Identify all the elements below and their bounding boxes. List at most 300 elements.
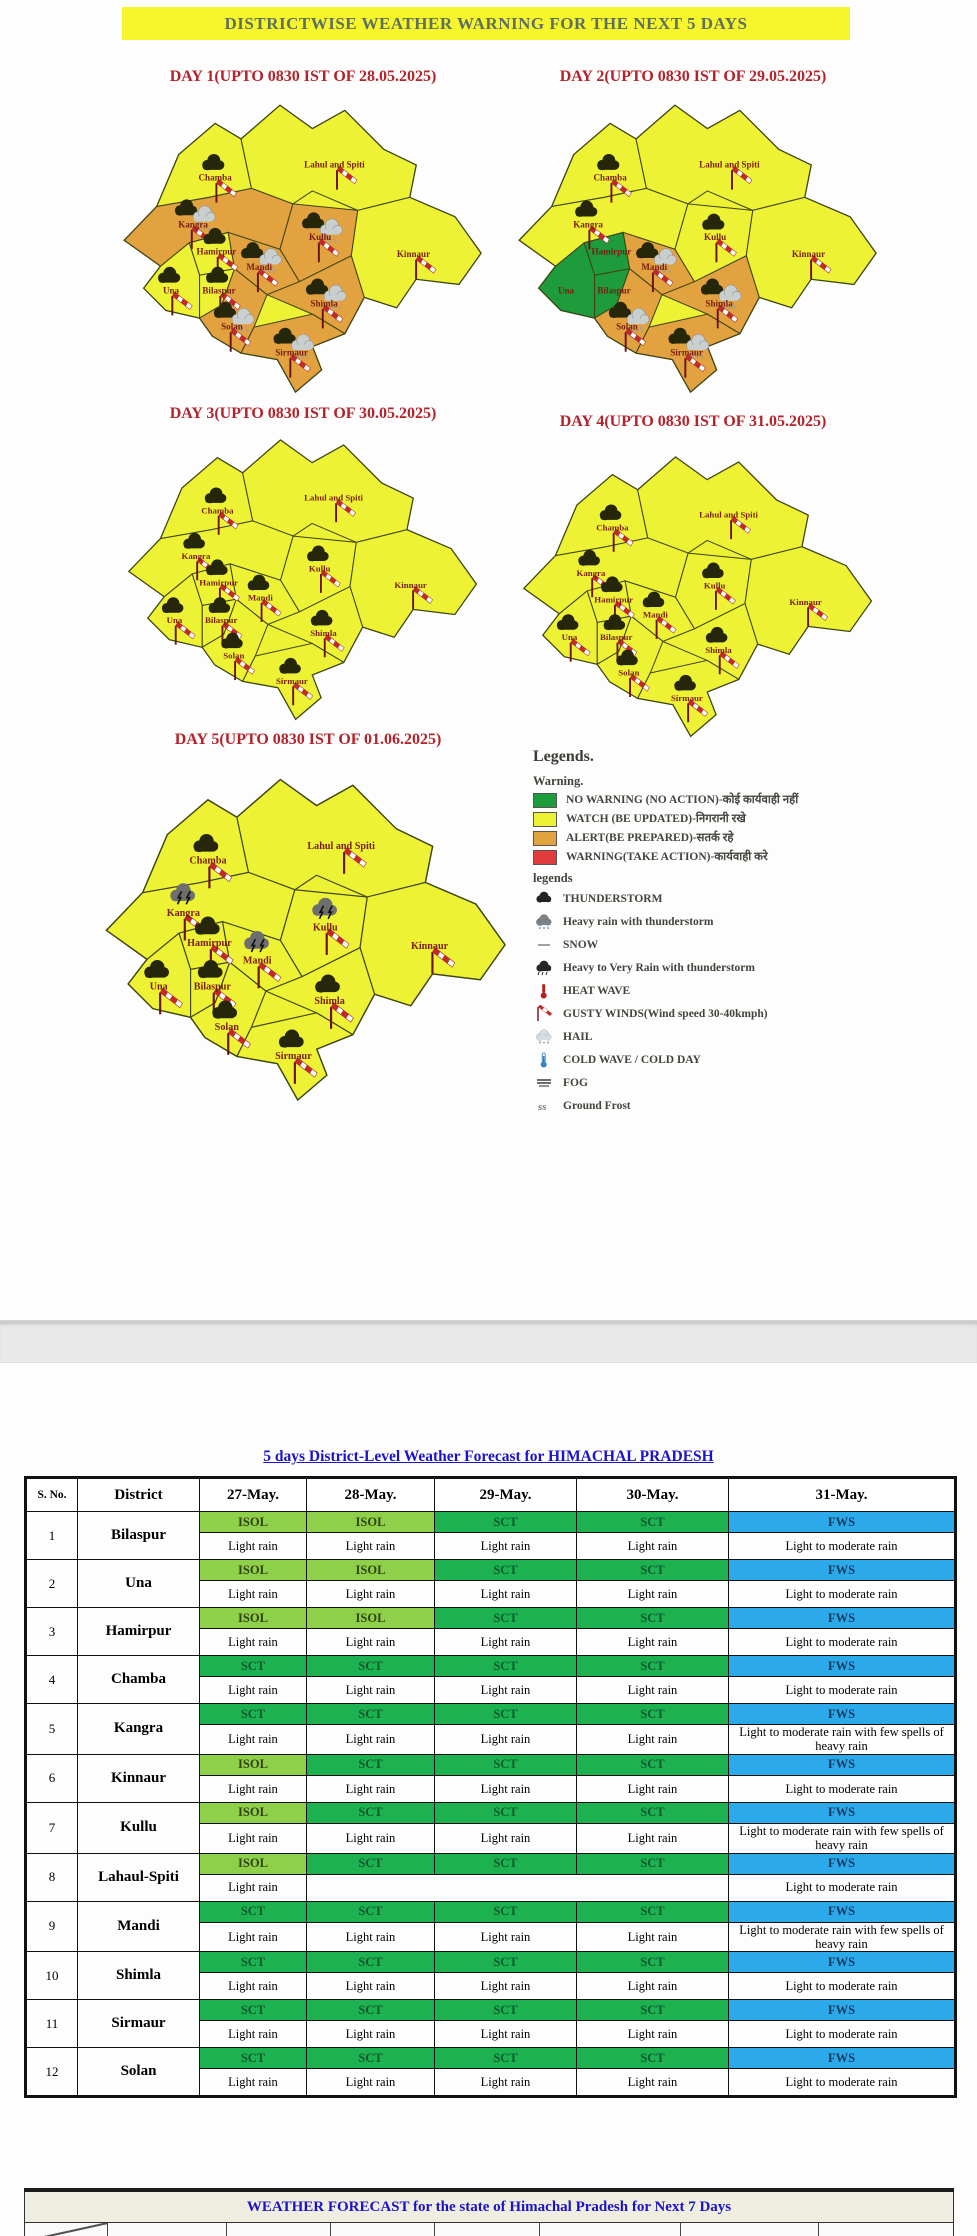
forecast-description-cell: Light rain	[200, 1725, 307, 1755]
forecast-category-cell: FWS	[729, 1802, 956, 1823]
seven-day-forecast-partial-row	[24, 2223, 954, 2236]
forecast-description-cell: Light rain	[435, 2021, 577, 2048]
thunderstorm-icon	[533, 890, 555, 908]
district-label: Chamba	[596, 522, 629, 533]
forecast-description-cell: Light to moderate rain	[729, 2021, 956, 2048]
forecast-description-cell: Light rain	[200, 1823, 307, 1853]
forecast-description-cell: Light rain	[435, 1775, 577, 1802]
forecast-category-cell: SCT	[200, 2048, 307, 2069]
legend-symbol-item	[533, 1097, 943, 1115]
day2-warning-map	[497, 95, 897, 401]
forecast-description-cell: Light to moderate rain	[729, 2069, 956, 2097]
page-title: DISTRICTWISE WEATHER WARNING FOR THE NEXT 5 DAYS	[122, 7, 850, 40]
forecast-description-cell: Light rain	[200, 1775, 307, 1802]
district-name-cell: Bilaspur	[78, 1512, 200, 1560]
forecast-description-cell: Light to moderate rain	[729, 1973, 956, 2000]
district-label: Sirmaur	[275, 675, 308, 686]
serial-number-cell: 12	[26, 2048, 78, 2097]
district-label: Kullu	[309, 232, 332, 243]
legend-warning-label: NO WARNING (NO ACTION)-कोई कार्यवाही नहीं	[566, 794, 799, 807]
district-label: Una	[166, 615, 183, 626]
forecast-category-cell: SCT	[200, 1656, 307, 1677]
forecast-description-cell: Light rain	[435, 1581, 577, 1608]
forecast-description-cell: Light to moderate rain	[729, 1677, 956, 1704]
district-row-lahaul-spiti	[26, 1853, 956, 1874]
forecast-description-cell: Light to moderate rain with few spells of heavy rain	[729, 1823, 956, 1853]
forecast-description-cell: Light rain	[577, 1629, 729, 1656]
forecast-description-cell: Light rain	[577, 1725, 729, 1755]
district-name-cell: Solan	[78, 2048, 200, 2097]
forecast-category-cell: FWS	[729, 1853, 956, 1874]
district-label: Kangra	[576, 567, 606, 578]
district-row-una	[26, 1560, 956, 1581]
forecast-description-cell: Light rain	[200, 1533, 307, 1560]
day1-warning-map	[103, 95, 501, 401]
forecast-category-cell: FWS	[729, 2048, 956, 2069]
serial-number-cell: 5	[26, 1704, 78, 1755]
forecast-category-cell: SCT	[577, 2000, 729, 2021]
legend-symbol-list	[533, 890, 943, 1115]
day5-header: DAY 5(UPTO 0830 IST OF 01.06.2025)	[174, 731, 442, 748]
forecast-category-cell: ISOL	[307, 1608, 435, 1629]
legend-warning-label: WATCH (BE UPDATED)-निगरानी रखे	[566, 813, 746, 826]
column-header-27-may-: 27-May.	[200, 1478, 307, 1512]
snow-icon	[533, 936, 555, 954]
page-separator	[0, 1320, 977, 1363]
serial-number-cell: 3	[26, 1608, 78, 1656]
forecast-category-cell: SCT	[577, 1754, 729, 1775]
forecast-description-cell: Light rain	[200, 1581, 307, 1608]
legend-symbol-item	[533, 936, 943, 954]
district-label: Kangra	[166, 907, 200, 919]
forecast-category-cell: SCT	[435, 1901, 577, 1922]
district-row-kangra	[26, 1704, 956, 1725]
column-header-29-may-: 29-May.	[435, 1478, 577, 1512]
district-label: Chamba	[593, 172, 627, 183]
forecast-description-cell: Light rain	[200, 2069, 307, 2097]
district-label: Kinnaur	[394, 579, 427, 590]
district-label: Sirmaur	[275, 1051, 312, 1063]
forecast-table-wrap	[24, 1476, 954, 2098]
district-label: Una	[162, 285, 180, 296]
forecast-description-cell: Light rain	[435, 1823, 577, 1853]
legend-symbol-label: Ground Frost	[563, 1100, 631, 1112]
district-label: Solan	[214, 1022, 239, 1034]
forecast-category-cell: ISOL	[200, 1512, 307, 1533]
legend-symbol-label: HAIL	[563, 1031, 593, 1043]
district-label: Sirmaur	[670, 347, 703, 358]
district-row-shimla	[26, 1952, 956, 1973]
district-label: Lahul and Spiti	[304, 159, 365, 170]
district-label: Shimla	[705, 644, 732, 655]
day4-warning-map	[494, 447, 900, 745]
forecast-category-cell: SCT	[577, 1802, 729, 1823]
district-name-cell: Hamirpur	[78, 1608, 200, 1656]
forecast-description-cell: Light to moderate rain	[729, 1533, 956, 1560]
forecast-description-cell: Light to moderate rain	[729, 1775, 956, 1802]
district-name-cell: Kullu	[78, 1802, 200, 1853]
district-label: Solan	[223, 650, 245, 661]
district-name-cell: Mandi	[78, 1901, 200, 1952]
forecast-category-cell: FWS	[729, 1704, 956, 1725]
forecast-category-cell: SCT	[435, 1656, 577, 1677]
forecast-category-cell: FWS	[729, 1952, 956, 1973]
forecast-category-cell: FWS	[729, 1901, 956, 1922]
column-header-s-no-: S. No.	[26, 1478, 78, 1512]
forecast-description-cell: Light rain	[200, 1922, 307, 1952]
legend-symbol-label: Heavy rain with thunderstorm	[563, 916, 714, 928]
district-label: Solan	[616, 321, 638, 332]
partial-cell	[108, 2223, 227, 2236]
legend-warning-item	[533, 793, 943, 808]
forecast-description-cell: Light rain	[307, 1922, 435, 1952]
district-label: Kinnaur	[791, 249, 826, 260]
district-row-hamirpur	[26, 1608, 956, 1629]
forecast-category-cell: ISOL	[307, 1512, 435, 1533]
forecast-category-cell: SCT	[307, 2048, 435, 2069]
serial-number-cell: 10	[26, 1952, 78, 2000]
column-header-31-may-: 31-May.	[729, 1478, 956, 1512]
district-row-chamba	[26, 1656, 956, 1677]
legend-symbol-item	[533, 913, 943, 931]
forecast-category-cell: SCT	[577, 1952, 729, 1973]
forecast-category-cell: ISOL	[200, 1802, 307, 1823]
forecast-description-cell: Light rain	[577, 2021, 729, 2048]
district-label: Sirmaur	[670, 692, 703, 703]
district-label: Shimla	[310, 627, 337, 638]
forecast-category-cell: SCT	[200, 2000, 307, 2021]
legends-panel	[533, 748, 943, 1120]
forecast-category-cell: ISOL	[200, 1754, 307, 1775]
district-label: Solan	[221, 321, 243, 332]
legend-symbol-label: SNOW	[563, 939, 599, 951]
forecast-description-cell: Light rain	[577, 1922, 729, 1952]
legends-symbols-title: legends	[533, 871, 573, 885]
day5-warning-map	[95, 755, 515, 1123]
forecast-category-cell: SCT	[307, 1901, 435, 1922]
legend-symbol-label: COLD WAVE / COLD DAY	[563, 1054, 701, 1066]
district-row-kullu	[26, 1802, 956, 1823]
district-label: Bilaspur	[193, 981, 231, 993]
legend-symbol-item	[533, 1051, 943, 1069]
partial-cell	[227, 2223, 331, 2236]
legend-symbol-label: GUSTY WINDS(Wind speed 30-40kmph)	[563, 1008, 768, 1020]
legend-symbol-label: FOG	[563, 1077, 588, 1089]
heavy-very-rain-icon	[533, 959, 555, 977]
forecast-description-cell: Light rain	[435, 1973, 577, 2000]
district-label: Bilaspur	[204, 615, 238, 626]
legend-color-swatch	[533, 812, 557, 827]
day2-header: DAY 2(UPTO 0830 IST OF 29.05.2025)	[559, 68, 827, 85]
district-row-mandi	[26, 1901, 956, 1922]
forecast-description-cell: Light rain	[307, 1973, 435, 2000]
forecast-description-cell: Light rain	[577, 1581, 729, 1608]
forecast-description-cell: Light rain	[577, 1533, 729, 1560]
forecast-description-cell: Light rain	[435, 1677, 577, 1704]
district-label: Kullu	[308, 563, 331, 574]
legends-warning-title: Warning.	[533, 774, 584, 788]
forecast-category-cell: SCT	[307, 2000, 435, 2021]
day1-header: DAY 1(UPTO 0830 IST OF 28.05.2025)	[169, 68, 437, 85]
district-label: Una	[149, 981, 168, 993]
forecast-description-cell: Light rain	[307, 1677, 435, 1704]
forecast-description-cell: Light rain	[307, 1629, 435, 1656]
legends-title: Legends.	[533, 748, 594, 765]
district-label: Mandi	[246, 262, 273, 273]
forecast-category-cell: SCT	[577, 1560, 729, 1581]
forecast-category-cell: SCT	[435, 1754, 577, 1775]
heavy-rain-thunderstorm-icon	[533, 913, 555, 931]
column-header-28-may-: 28-May.	[307, 1478, 435, 1512]
cold-wave-icon	[533, 1051, 555, 1069]
forecast-description-cell: Light rain	[200, 1629, 307, 1656]
legend-color-swatch	[533, 793, 557, 808]
district-name-cell: Sirmaur	[78, 2000, 200, 2048]
district-name-cell: Kinnaur	[78, 1754, 200, 1802]
legend-warning-list	[533, 793, 943, 865]
forecast-category-cell: SCT	[577, 1512, 729, 1533]
forecast-category-cell: SCT	[307, 1952, 435, 1973]
legend-symbol-item	[533, 982, 943, 1000]
legend-warning-item	[533, 850, 943, 865]
forecast-category-cell: SCT	[307, 1656, 435, 1677]
legend-warning-label: ALERT(BE PREPARED)-सतर्क रहे	[566, 832, 734, 845]
legend-color-swatch	[533, 831, 557, 846]
forecast-description-cell	[307, 1874, 435, 1901]
serial-number-cell: 8	[26, 1853, 78, 1901]
legend-symbol-item	[533, 1074, 943, 1092]
district-label: Lahul and Spiti	[699, 509, 759, 520]
legend-symbol-label: THUNDERSTORM	[563, 893, 663, 905]
forecast-category-cell: SCT	[435, 1704, 577, 1725]
forecast-category-cell: SCT	[577, 1901, 729, 1922]
district-row-sirmaur	[26, 2000, 956, 2021]
forecast-table	[24, 1476, 957, 2098]
district-label: Shimla	[705, 298, 733, 309]
forecast-description-cell: Light rain	[577, 1677, 729, 1704]
forecast-description-cell: Light rain	[577, 1973, 729, 2000]
district-row-kinnaur	[26, 1754, 956, 1775]
forecast-category-cell: ISOL	[307, 1560, 435, 1581]
serial-number-cell: 4	[26, 1656, 78, 1704]
forecast-category-cell: SCT	[577, 1853, 729, 1874]
forecast-description-cell: Light rain	[435, 1533, 577, 1560]
forecast-description-cell: Light rain	[307, 2021, 435, 2048]
partial-cell	[819, 2223, 953, 2236]
forecast-category-cell: FWS	[729, 1560, 956, 1581]
district-label: Kullu	[704, 232, 727, 243]
forecast-description-cell: Light rain	[307, 1725, 435, 1755]
column-header-30-may-: 30-May.	[577, 1478, 729, 1512]
himachal-pradesh-map	[95, 755, 515, 1123]
forecast-category-cell: SCT	[435, 1512, 577, 1533]
forecast-description-cell: Light rain	[307, 1775, 435, 1802]
district-label: Bilaspur	[599, 632, 633, 643]
district-name-cell: Lahaul-Spiti	[78, 1853, 200, 1901]
forecast-category-cell: SCT	[307, 1754, 435, 1775]
fog-icon	[533, 1074, 555, 1092]
district-label: Hamirpur	[591, 246, 632, 257]
day3-warning-map	[99, 430, 505, 728]
district-label: Lahul and Spiti	[304, 492, 364, 503]
gusty-winds-icon	[533, 1005, 555, 1023]
forecast-description-cell: Light rain	[200, 1874, 307, 1901]
legend-color-swatch	[533, 850, 557, 865]
svg-text:ss: ss	[538, 1101, 547, 1113]
district-label: Una	[557, 285, 575, 296]
district-label: Mandi	[641, 262, 668, 273]
forecast-category-cell: ISOL	[200, 1608, 307, 1629]
legend-symbol-item	[533, 959, 943, 977]
forecast-description-cell: Light rain	[435, 1629, 577, 1656]
himachal-pradesh-map	[494, 447, 900, 745]
forecast-category-cell: FWS	[729, 2000, 956, 2021]
forecast-category-cell: SCT	[577, 1608, 729, 1629]
district-label: Kinnaur	[410, 941, 449, 953]
forecast-category-cell: SCT	[577, 2048, 729, 2069]
district-name-cell: Shimla	[78, 1952, 200, 2000]
district-label: Hamirpur	[187, 938, 232, 950]
district-label: Una	[561, 632, 578, 643]
legend-symbol-item	[533, 1028, 943, 1046]
column-header-district: District	[78, 1478, 200, 1512]
forecast-description-cell: Light to moderate rain with few spells of heavy rain	[729, 1725, 956, 1755]
forecast-category-cell: FWS	[729, 1656, 956, 1677]
forecast-table-title: 5 days District-Level Weather Forecast for HIMACHAL PRADESH	[263, 1448, 714, 1465]
forecast-category-cell: SCT	[435, 1853, 577, 1874]
legend-symbol-item	[533, 890, 943, 908]
forecast-category-cell: SCT	[307, 1704, 435, 1725]
himachal-pradesh-map	[103, 95, 501, 401]
forecast-category-cell: SCT	[577, 1656, 729, 1677]
serial-number-cell: 7	[26, 1802, 78, 1853]
forecast-category-cell: SCT	[435, 1952, 577, 1973]
legend-warning-item	[533, 812, 943, 827]
district-label: Kinnaur	[789, 596, 822, 607]
forecast-description-cell: Light rain	[435, 2069, 577, 2097]
forecast-category-cell: SCT	[200, 1901, 307, 1922]
forecast-description-cell: Light rain	[577, 2069, 729, 2097]
forecast-description-cell: Light rain	[577, 1823, 729, 1853]
serial-number-cell: 2	[26, 1560, 78, 1608]
district-name-cell: Chamba	[78, 1656, 200, 1704]
forecast-category-cell: SCT	[435, 2048, 577, 2069]
district-label: Bilaspur	[597, 285, 631, 296]
serial-number-cell: 11	[26, 2000, 78, 2048]
forecast-category-cell: FWS	[729, 1754, 956, 1775]
forecast-category-cell: SCT	[435, 2000, 577, 2021]
district-label: Lahul and Spiti	[307, 841, 375, 853]
district-label: Mandi	[642, 609, 668, 620]
district-label: Kangra	[181, 550, 211, 561]
district-row-solan	[26, 2048, 956, 2069]
date-area-diagonal-cell	[25, 2223, 108, 2236]
partial-cell	[435, 2223, 540, 2236]
forecast-category-cell: ISOL	[200, 1560, 307, 1581]
forecast-category-cell: SCT	[307, 1853, 435, 1874]
district-label: Kinnaur	[396, 249, 431, 260]
district-label: Kangra	[573, 219, 603, 230]
forecast-table-head	[26, 1478, 956, 1512]
district-label: Hamirpur	[196, 246, 237, 257]
hail-icon	[533, 1028, 555, 1046]
heat-wave-icon	[533, 982, 555, 1000]
forecast-description-cell: Light rain	[200, 2021, 307, 2048]
district-label: Shimla	[310, 298, 338, 309]
forecast-category-cell: SCT	[200, 1704, 307, 1725]
district-label: Chamba	[198, 172, 232, 183]
serial-number-cell: 1	[26, 1512, 78, 1560]
district-label: Chamba	[189, 855, 227, 867]
district-label: Chamba	[201, 505, 234, 516]
forecast-description-cell: Light to moderate rain	[729, 1874, 956, 1901]
district-label: Lahul and Spiti	[699, 159, 760, 170]
forecast-category-cell: FWS	[729, 1608, 956, 1629]
forecast-category-cell: SCT	[307, 1802, 435, 1823]
seven-day-forecast-section	[24, 2188, 954, 2236]
forecast-description-cell	[577, 1874, 729, 1901]
district-label: Mandi	[242, 955, 272, 967]
forecast-description-cell: Light rain	[200, 1973, 307, 2000]
partial-cell	[681, 2223, 819, 2236]
forecast-category-cell: ISOL	[200, 1853, 307, 1874]
day4-header: DAY 4(UPTO 0830 IST OF 31.05.2025)	[559, 413, 827, 430]
district-label: Mandi	[247, 592, 273, 603]
forecast-category-cell: SCT	[435, 1608, 577, 1629]
forecast-category-cell: SCT	[435, 1802, 577, 1823]
district-label: Shimla	[314, 996, 345, 1008]
forecast-description-cell: Light rain	[307, 1533, 435, 1560]
serial-number-cell: 6	[26, 1754, 78, 1802]
forecast-description-cell: Light to moderate rain	[729, 1629, 956, 1656]
forecast-table-body	[26, 1512, 956, 2097]
forecast-category-cell: SCT	[435, 1560, 577, 1581]
forecast-category-cell: FWS	[729, 1512, 956, 1533]
himachal-pradesh-map	[99, 430, 505, 728]
district-label: Sirmaur	[275, 347, 308, 358]
forecast-description-cell: Light to moderate rain	[729, 1581, 956, 1608]
forecast-category-cell: SCT	[200, 1952, 307, 1973]
legend-warning-item	[533, 831, 943, 846]
forecast-category-cell: SCT	[577, 1704, 729, 1725]
district-label: Solan	[618, 667, 640, 678]
forecast-description-cell	[435, 1874, 577, 1901]
forecast-description-cell: Light rain	[307, 2069, 435, 2097]
forecast-description-cell: Light rain	[307, 1581, 435, 1608]
ground-frost-icon	[533, 1097, 555, 1115]
partial-cell	[540, 2223, 681, 2236]
district-label: Hamirpur	[199, 577, 239, 588]
serial-number-cell: 9	[26, 1901, 78, 1952]
district-name-cell: Una	[78, 1560, 200, 1608]
day3-header: DAY 3(UPTO 0830 IST OF 30.05.2025)	[169, 405, 437, 422]
forecast-description-cell: Light rain	[435, 1725, 577, 1755]
legend-symbol-label: Heavy to Very Rain with thunderstorm	[563, 962, 755, 974]
district-label: Kullu	[703, 580, 726, 591]
legend-symbol-label: HEAT WAVE	[563, 985, 631, 997]
district-row-bilaspur	[26, 1512, 956, 1533]
forecast-description-cell: Light rain	[307, 1823, 435, 1853]
himachal-pradesh-map	[497, 95, 897, 401]
district-label: Bilaspur	[202, 285, 236, 296]
district-label: Kullu	[312, 922, 338, 934]
forecast-description-cell: Light to moderate rain with few spells of heavy rain	[729, 1922, 956, 1952]
forecast-description-cell: Light rain	[200, 1677, 307, 1704]
district-label: Kangra	[178, 219, 208, 230]
legend-symbol-item	[533, 1005, 943, 1023]
district-label: Hamirpur	[594, 594, 634, 605]
partial-cell	[331, 2223, 435, 2236]
